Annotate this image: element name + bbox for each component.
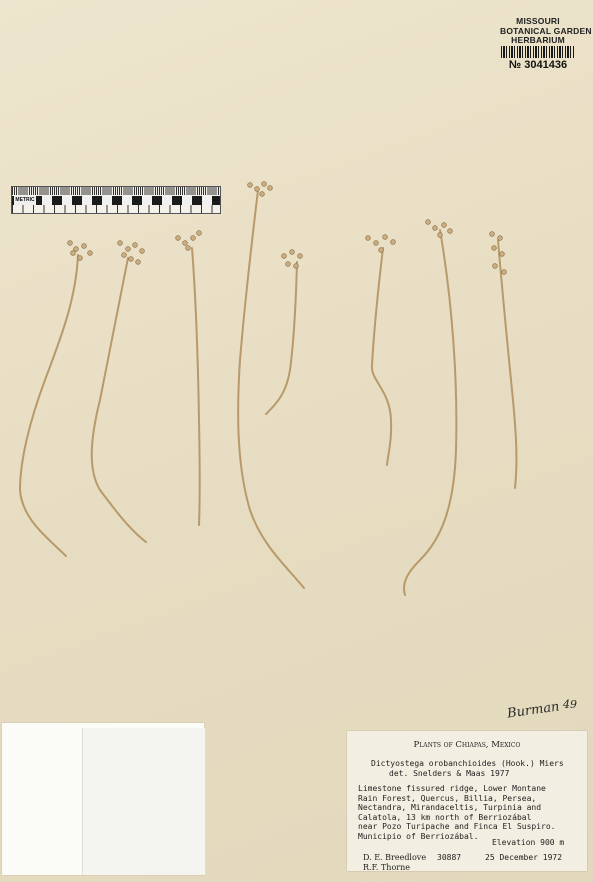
herbarium-line-2: BOTANICAL GARDEN [500, 25, 592, 36]
ruler-scale-end: 10 [212, 197, 218, 203]
specimen-stem-5 [266, 262, 297, 414]
specimen-stem-6 [372, 248, 391, 465]
label-habitat [358, 784, 555, 842]
label-determiner: det. Snelders & Maas 1977 [389, 769, 510, 778]
inflorescence-4 [248, 182, 273, 197]
label-collector-number: 30887 [437, 853, 462, 862]
accession-number: № 3041436 [508, 59, 568, 71]
inflorescence-1 [68, 241, 93, 261]
ruler-tag: METRIC [15, 197, 35, 203]
label-date: 25 December 1972 [485, 853, 563, 862]
specimen-flowers [68, 182, 507, 275]
inflorescence-7 [426, 220, 453, 238]
inflorescence-3 [176, 231, 202, 251]
handwritten-number: 49 [563, 698, 577, 711]
packet-fold [82, 728, 205, 875]
habitat-line: Calatola, 13 km north of Berriozábal [358, 812, 532, 822]
specimen-stem-4 [238, 190, 304, 588]
inflorescence-8 [490, 232, 507, 275]
inflorescence-6 [366, 235, 396, 253]
habitat-line: Nectandra, Mirandaceltis, Turpinia and [358, 803, 542, 813]
inflorescence-2 [118, 241, 145, 265]
label-taxon: Dictyostega orobanchioides (Hook.) Miers [371, 759, 564, 768]
specimen-label [347, 731, 587, 871]
specimen-stem-3 [192, 248, 200, 525]
habitat-line: Municipio of Berriozábal. [358, 831, 479, 841]
specimen-stem-1 [20, 255, 78, 556]
label-co-collector: R.F. Thorne [363, 863, 410, 872]
specimen-stem-8 [498, 240, 516, 488]
label-collector: D. E. Breedlove [363, 853, 427, 862]
fragment-packet [2, 723, 204, 875]
habitat-line: near Pozo Turipache and Finca El Suspiro. [358, 822, 556, 832]
handwritten-annotation: Burman [506, 699, 561, 722]
herbarium-line-1: MISSOURI [516, 16, 560, 26]
herbarium-line-3: HERBARIUM [511, 35, 565, 45]
label-elevation: Elevation 900 m [492, 838, 565, 847]
specimen-stem-2 [92, 258, 146, 542]
habitat-line: Rain Forest, Quercus, Billia, Persea, [358, 793, 537, 803]
label-title: Plants of Chiapas, Mexico [413, 740, 521, 750]
habitat-line: Limestone fissured ridge, Lower Montane [358, 784, 546, 793]
inflorescence-5 [282, 250, 303, 269]
specimen-stem-7 [404, 230, 456, 595]
